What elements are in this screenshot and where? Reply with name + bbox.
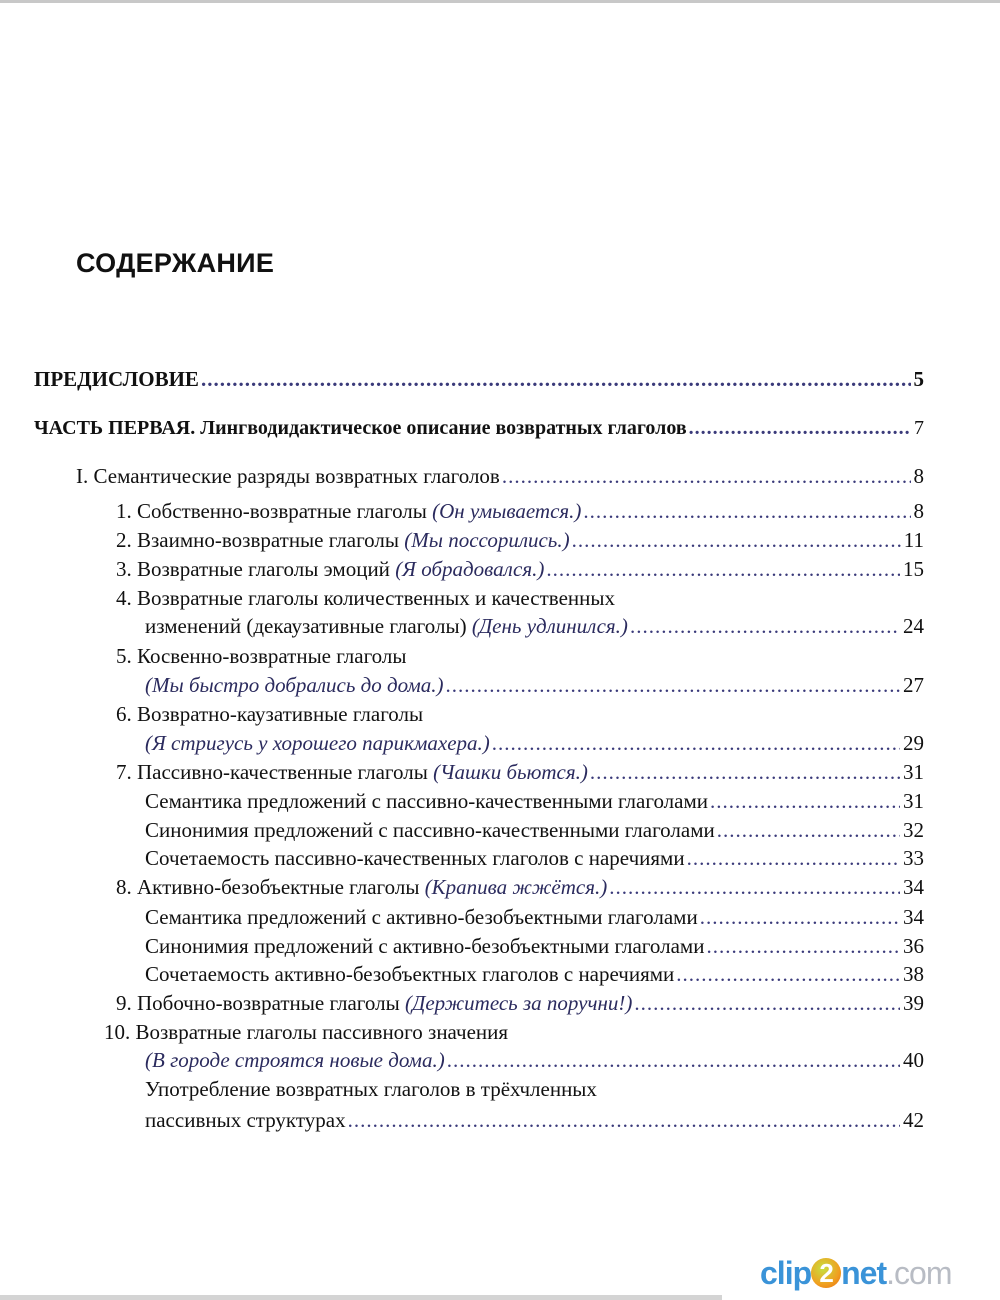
toc-label: Взаимно-возвратные глаголы bbox=[137, 528, 399, 552]
toc-entry-chapter-1[interactable] bbox=[76, 463, 924, 489]
toc-example: (Крапива жжётся.) bbox=[424, 875, 608, 899]
dot-leader bbox=[590, 759, 900, 785]
toc-example: (Я стригусь у хорошего парикмахера.) bbox=[145, 731, 490, 755]
dot-leader bbox=[583, 498, 910, 524]
toc-label: изменений (декаузативные глаголы) bbox=[145, 614, 467, 638]
toc-label: ЧАСТЬ ПЕРВАЯ. Лингводидактическое описание возвратных глаголов bbox=[34, 417, 687, 439]
toc-entry-preface[interactable] bbox=[34, 366, 924, 392]
toc-entry[interactable] bbox=[145, 904, 924, 930]
dot-leader bbox=[710, 788, 900, 814]
toc-page-number: 32 bbox=[903, 818, 924, 842]
toc-label-line: Употребление возвратных глаголов в трёхчленных bbox=[145, 1077, 597, 1101]
toc-example: (В городе строятся новые дома.) bbox=[145, 1048, 445, 1072]
toc-page-number: 8 bbox=[913, 464, 924, 488]
toc-page-number: 31 bbox=[903, 760, 924, 784]
dot-leader bbox=[689, 415, 911, 441]
toc-page-number: 34 bbox=[903, 905, 924, 929]
toc-entry[interactable] bbox=[145, 845, 924, 871]
dot-leader bbox=[706, 933, 900, 959]
toc-example: (Мы быстро добрались до дома.) bbox=[145, 673, 444, 697]
toc-page-number: 34 bbox=[903, 875, 924, 899]
toc-number: 10. bbox=[104, 1020, 131, 1044]
toc-label: Сочетаемость активно-безобъектных глаголов с наречиями bbox=[145, 962, 675, 986]
clip2net-watermark-logo bbox=[760, 1255, 951, 1292]
toc-entry-line bbox=[116, 643, 407, 669]
toc-number: I. bbox=[76, 464, 89, 488]
toc-number: 1. bbox=[116, 499, 132, 523]
toc-entry[interactable] bbox=[116, 498, 924, 524]
dot-leader bbox=[447, 1047, 900, 1073]
dot-leader bbox=[572, 527, 901, 553]
toc-example: (Он умывается.) bbox=[432, 499, 582, 523]
toc-entry[interactable] bbox=[145, 933, 924, 959]
toc-example: (Я обрадовался.) bbox=[395, 557, 545, 581]
toc-page-number: 29 bbox=[903, 731, 924, 755]
toc-label: Пассивно-качественные глаголы bbox=[137, 760, 428, 784]
toc-label: Семантика предложений с пассивно-качественными глаголами bbox=[145, 789, 708, 813]
toc-label: ПРЕДИСЛОВИЕ bbox=[34, 367, 199, 391]
toc-number: 8. bbox=[116, 875, 132, 899]
toc-label: Семантические разряды возвратных глаголов bbox=[93, 464, 500, 488]
dot-leader bbox=[676, 961, 900, 987]
toc-entry[interactable] bbox=[145, 817, 924, 843]
toc-label: Побочно-возвратные глаголы bbox=[137, 991, 400, 1015]
bottom-border bbox=[0, 1295, 722, 1300]
toc-entry-line bbox=[116, 585, 615, 611]
toc-page-number: 42 bbox=[903, 1108, 924, 1132]
top-border bbox=[0, 0, 1000, 3]
dot-leader bbox=[609, 874, 900, 900]
logo-text: clip bbox=[760, 1255, 812, 1291]
toc-label: Возвратные глаголы эмоций bbox=[137, 557, 390, 581]
dot-leader bbox=[348, 1107, 900, 1133]
logo-text: net bbox=[841, 1255, 887, 1291]
toc-entry-part-one[interactable] bbox=[34, 415, 924, 441]
dot-leader bbox=[546, 556, 900, 582]
toc-page-number: 33 bbox=[903, 846, 924, 870]
toc-entry[interactable] bbox=[145, 672, 924, 698]
toc-entry[interactable] bbox=[145, 1047, 924, 1073]
toc-number: 9. bbox=[116, 991, 132, 1015]
toc-page-number: 8 bbox=[913, 499, 924, 523]
toc-entry-line bbox=[104, 1019, 508, 1045]
toc-entry-line bbox=[145, 1076, 597, 1102]
page-title: СОДЕРЖАНИЕ bbox=[76, 248, 275, 278]
toc-label: Синонимия предложений с активно-безобъектными глаголами bbox=[145, 934, 705, 958]
toc-page-number: 31 bbox=[903, 789, 924, 813]
toc-label: Семантика предложений с активно-безобъектными глаголами bbox=[145, 905, 698, 929]
toc-example: (Мы поссорились.) bbox=[404, 528, 570, 552]
toc-number: 4. bbox=[116, 586, 132, 610]
dot-leader bbox=[446, 672, 900, 698]
toc-entry[interactable] bbox=[116, 874, 924, 900]
toc-example: (Чашки бьются.) bbox=[433, 760, 588, 784]
dot-leader bbox=[634, 990, 900, 1016]
dot-leader bbox=[201, 366, 911, 392]
toc-entry[interactable] bbox=[145, 730, 924, 756]
toc-page-number: 27 bbox=[903, 673, 924, 697]
toc-entry[interactable] bbox=[145, 613, 924, 639]
toc-entry[interactable] bbox=[116, 527, 924, 553]
toc-label: пассивных структурах bbox=[145, 1108, 346, 1132]
logo-circle-icon: 2 bbox=[811, 1258, 841, 1288]
toc-number: 5. bbox=[116, 644, 132, 668]
toc-entry[interactable] bbox=[116, 759, 924, 785]
toc-number: 6. bbox=[116, 702, 132, 726]
toc-example: (Держитесь за поручни!) bbox=[404, 991, 633, 1015]
dot-leader bbox=[630, 613, 900, 639]
toc-page-number: 7 bbox=[914, 417, 924, 439]
toc-number: 7. bbox=[116, 760, 132, 784]
toc-page-number: 40 bbox=[903, 1048, 924, 1072]
dot-leader bbox=[492, 730, 900, 756]
toc-page-number: 38 bbox=[903, 962, 924, 986]
toc-entry[interactable] bbox=[145, 961, 924, 987]
toc-label-line: Возвратные глаголы пассивного значения bbox=[135, 1020, 509, 1044]
toc-label: Сочетаемость пассивно-качественных глаголов с наречиями bbox=[145, 846, 685, 870]
toc-entry[interactable] bbox=[145, 788, 924, 814]
dot-leader bbox=[502, 463, 911, 489]
toc-label-line: Возвратно-каузативные глаголы bbox=[137, 702, 424, 726]
dot-leader bbox=[687, 845, 900, 871]
toc-example: (День удлинился.) bbox=[471, 614, 628, 638]
toc-entry[interactable] bbox=[116, 990, 924, 1016]
toc-page-number: 24 bbox=[903, 614, 924, 638]
toc-entry[interactable] bbox=[116, 556, 924, 582]
toc-page-number: 39 bbox=[903, 991, 924, 1015]
dot-leader bbox=[717, 817, 900, 843]
toc-number: 3. bbox=[116, 557, 132, 581]
toc-entry[interactable] bbox=[145, 1107, 924, 1133]
toc-label: Синонимия предложений с пассивно-качественными глаголами bbox=[145, 818, 715, 842]
toc-label-line: Возвратные глаголы количественных и качественных bbox=[137, 586, 615, 610]
toc-label: Собственно-возвратные глаголы bbox=[137, 499, 427, 523]
toc-page-number: 36 bbox=[903, 934, 924, 958]
toc-number: 2. bbox=[116, 528, 132, 552]
logo-domain: .com bbox=[886, 1255, 952, 1291]
toc-label: Активно-безобъектные глаголы bbox=[137, 875, 420, 899]
toc-page-number: 5 bbox=[913, 367, 924, 391]
toc-label-line: Косвенно-возвратные глаголы bbox=[137, 644, 407, 668]
toc-page-number: 11 bbox=[903, 528, 924, 552]
toc-entry-line bbox=[116, 701, 423, 727]
toc-page-number: 15 bbox=[903, 557, 924, 581]
dot-leader bbox=[700, 904, 900, 930]
